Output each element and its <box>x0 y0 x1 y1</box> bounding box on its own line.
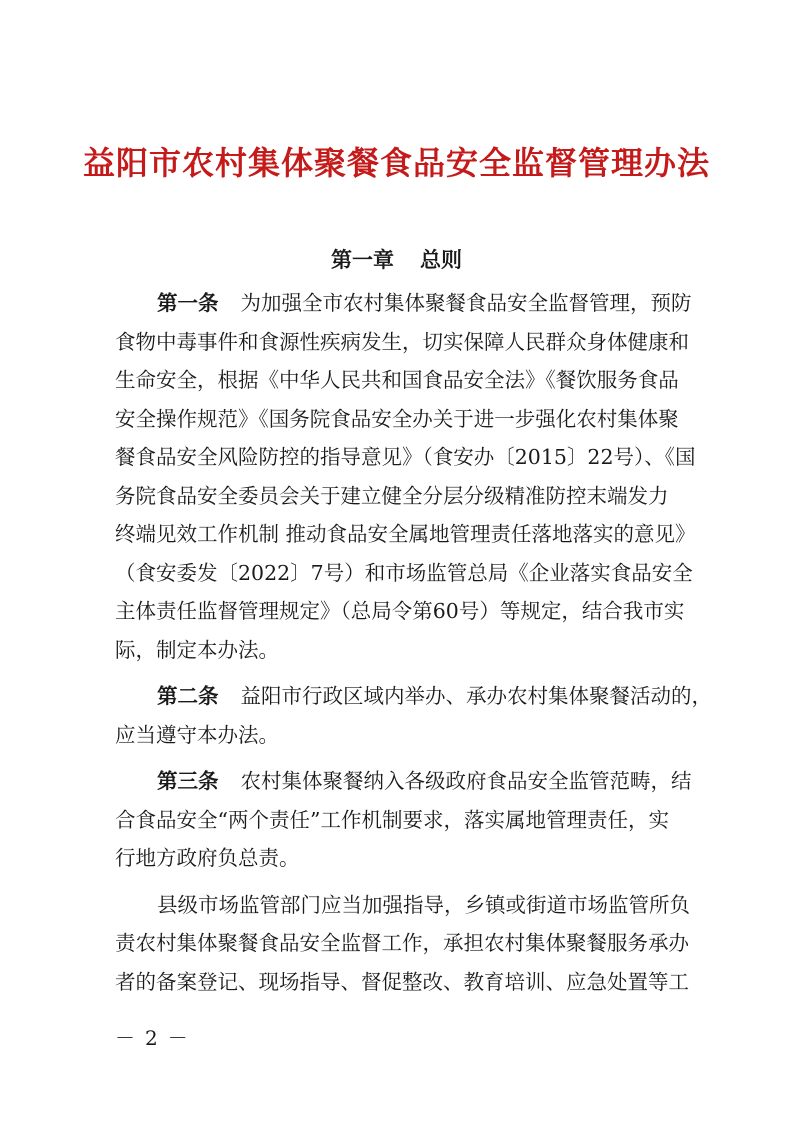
text-line: 应当遵守本办法。 <box>115 722 279 747</box>
text-line: 主体责任监督管理规定》（总局令第60号）等规定，结合我市实 <box>115 599 685 623</box>
article-text: 农村集体聚餐纳入各级政府食品安全监管范畴，结 <box>240 769 692 793</box>
article-text: 益阳市行政区域内举办、承办农村集体聚餐活动的， <box>240 684 712 708</box>
article-label: 第二条 <box>157 684 219 708</box>
text-line: 行地方政府负总责。 <box>115 846 300 870</box>
article-1-first-line <box>115 284 700 323</box>
text-line: 者的备案登记、现场指导、督促整改、教育培训、应急处置等工 <box>115 969 689 994</box>
chapter-number: 第一章 <box>331 248 394 272</box>
chapter-heading <box>0 244 793 274</box>
article-text: 为加强全市农村集体聚餐食品安全监督管理，预防 <box>240 291 692 315</box>
text-line: 终端见效工作机制 推动食品安全属地管理责任落地落实的意见》 <box>115 522 696 546</box>
article-label: 第三条 <box>157 769 219 793</box>
article-2-first-line <box>115 677 712 716</box>
text-line: 责农村集体聚餐食品安全监督工作，承担农村集体聚餐服务承办 <box>115 931 689 955</box>
text-line: 餐食品安全风险防控的指导意见》（食安办〔2015〕22号）、《国 <box>115 445 696 469</box>
article-label: 第一条 <box>157 291 219 315</box>
text-line: 安全操作规范》《国务院食品安全办关于进一步强化农村集体聚 <box>115 406 679 431</box>
page-number: －2－ <box>115 1026 198 1050</box>
document-body <box>115 284 712 1001</box>
text-line: 际，制定本办法。 <box>115 637 279 662</box>
text-line: （食安委发〔2022〕7号）和市场监管总局《企业落实食品安全 <box>115 560 693 585</box>
text-line: 生命安全，根据《中华人民共和国食品安全法》《餐饮服务食品 <box>115 368 679 392</box>
paragraph-first-line <box>115 886 700 925</box>
text-line: 务院食品安全委员会关于建立健全分层分级精准防控末端发力 <box>115 483 669 508</box>
paragraph-text: 县级市场监管部门应当加强指导，乡镇或街道市场监管所负 <box>157 892 690 917</box>
chapter-name: 总则 <box>420 248 462 272</box>
text-line: 食物中毒事件和食源性疾病发生，切实保障人民群众身体健康和 <box>115 329 689 354</box>
article-3-first-line <box>115 762 700 801</box>
document-title: 益阳市农村集体聚餐食品安全监督管理办法 <box>82 144 710 182</box>
text-line: 合食品安全“两个责任”工作机制要求，落实属地管理责任，实 <box>115 807 669 832</box>
